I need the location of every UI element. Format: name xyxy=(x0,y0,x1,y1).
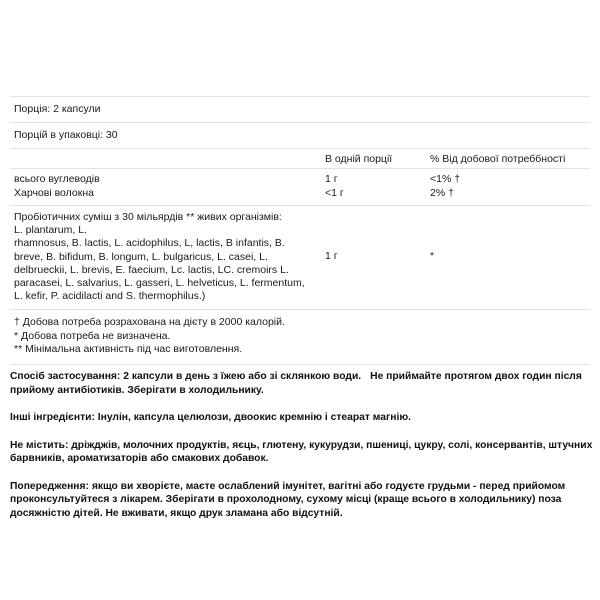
blend-line-2: L. plantarum, L. xyxy=(14,224,87,237)
probiotic-blend-row xyxy=(10,206,590,309)
blend-line-5: delbrueckii, L. brevis, E. faecium, Lc. lactis, LC. cremoirs L. xyxy=(14,263,289,276)
footnotes-block xyxy=(10,310,590,364)
blend-line-3: rhamnosus, B. lactis, L. acidophilus, L, lactis, B infantis, B. xyxy=(14,237,285,250)
probiotic-blend-amount: 1 г xyxy=(325,250,338,262)
table-column-headers xyxy=(10,149,590,168)
serving-size-row: Порція: 2 капсули xyxy=(14,103,101,115)
nutrient-daily-value-column xyxy=(430,173,590,200)
nutrient-amount-carbohydrates: 1 г xyxy=(325,173,338,185)
blend-line-4: breve, B. bifidum, B. longum, L. bulgaricus, L. casei, L. xyxy=(14,250,268,263)
nutrient-amount-dietary-fiber: <1 г xyxy=(325,186,344,199)
footnote-no-daily-value: * Добова потреба не визначена. xyxy=(14,329,171,342)
divider-bottom xyxy=(10,364,590,365)
probiotic-blend-daily-value: * xyxy=(430,250,435,262)
nutrient-dv-dietary-fiber: 2% † xyxy=(430,186,454,199)
blend-line-1: Пробіотичних суміш з 30 мільярдів ** живих організмів: xyxy=(14,211,282,223)
nutrient-dv-carbohydrates: <1% † xyxy=(430,173,461,185)
nutrient-amount-column xyxy=(325,173,430,200)
nutrient-name-carbohydrates: всього вуглеводів xyxy=(14,173,100,185)
directions-paragraph xyxy=(10,370,595,397)
nutrient-name-dietary-fiber: Харчові волокна xyxy=(14,186,94,199)
column-header-percent-daily-value: % Від добової потреббності xyxy=(430,153,566,165)
label-prose-sections xyxy=(10,370,595,520)
nutrient-name-column xyxy=(10,173,325,200)
footnote-daily-value-basis: † Добова потреба розрахована на дієту в 2000 калорій. xyxy=(14,316,285,329)
nutrient-rows xyxy=(10,169,590,205)
footnote-minimum-activity: ** Мінімальна активність під час виготовлення. xyxy=(14,343,243,356)
warning-paragraph: Попередження: якщо ви хворієте, маєте ослаблений імунітет, вагітні або годуєте грудьми - перед прийомом проконсультуйтеся з лікарем. Зберігати в прохолодному, сухому місці (краще всього в холодильнику) поза досяжністю дітей. Не вживати, якщо друк зламана або відсутній. xyxy=(10,480,566,519)
probiotic-blend-description xyxy=(10,211,325,303)
servings-per-container-row: Порцій в упаковці: 30 xyxy=(14,129,118,141)
blend-line-6: paracasei, L. salvarius, L. gasseri, L. helveticus, L. fermentum, xyxy=(14,277,305,290)
other-ingredients-paragraph: Інші інгредієнти: Інулін, капсула целюлози, двоокис кремнію і стеарат магнію. xyxy=(10,412,412,423)
directions-text-part2: Не приймайте протягом двох годин після прийому антибіотиків. Зберігати в холодильнику. xyxy=(10,371,582,396)
supplement-facts-table xyxy=(10,96,590,365)
blend-line-7: L. kefir, P. acidilacti and S. thermophilus.) xyxy=(14,290,206,303)
free-from-paragraph: Не містить: дріжджів, молочних продуктів, яєць, глютену, кукурудзи, пшениці, цукру, солі, консервантів, штучних барвників, ароматизаторів або смакових добавок. xyxy=(10,439,593,464)
column-header-amount-per-serving: В одній порції xyxy=(325,153,393,165)
directions-text-part1: Спосіб застосування: 2 капсули в день з їжею або зі склянкою води. xyxy=(10,371,362,382)
